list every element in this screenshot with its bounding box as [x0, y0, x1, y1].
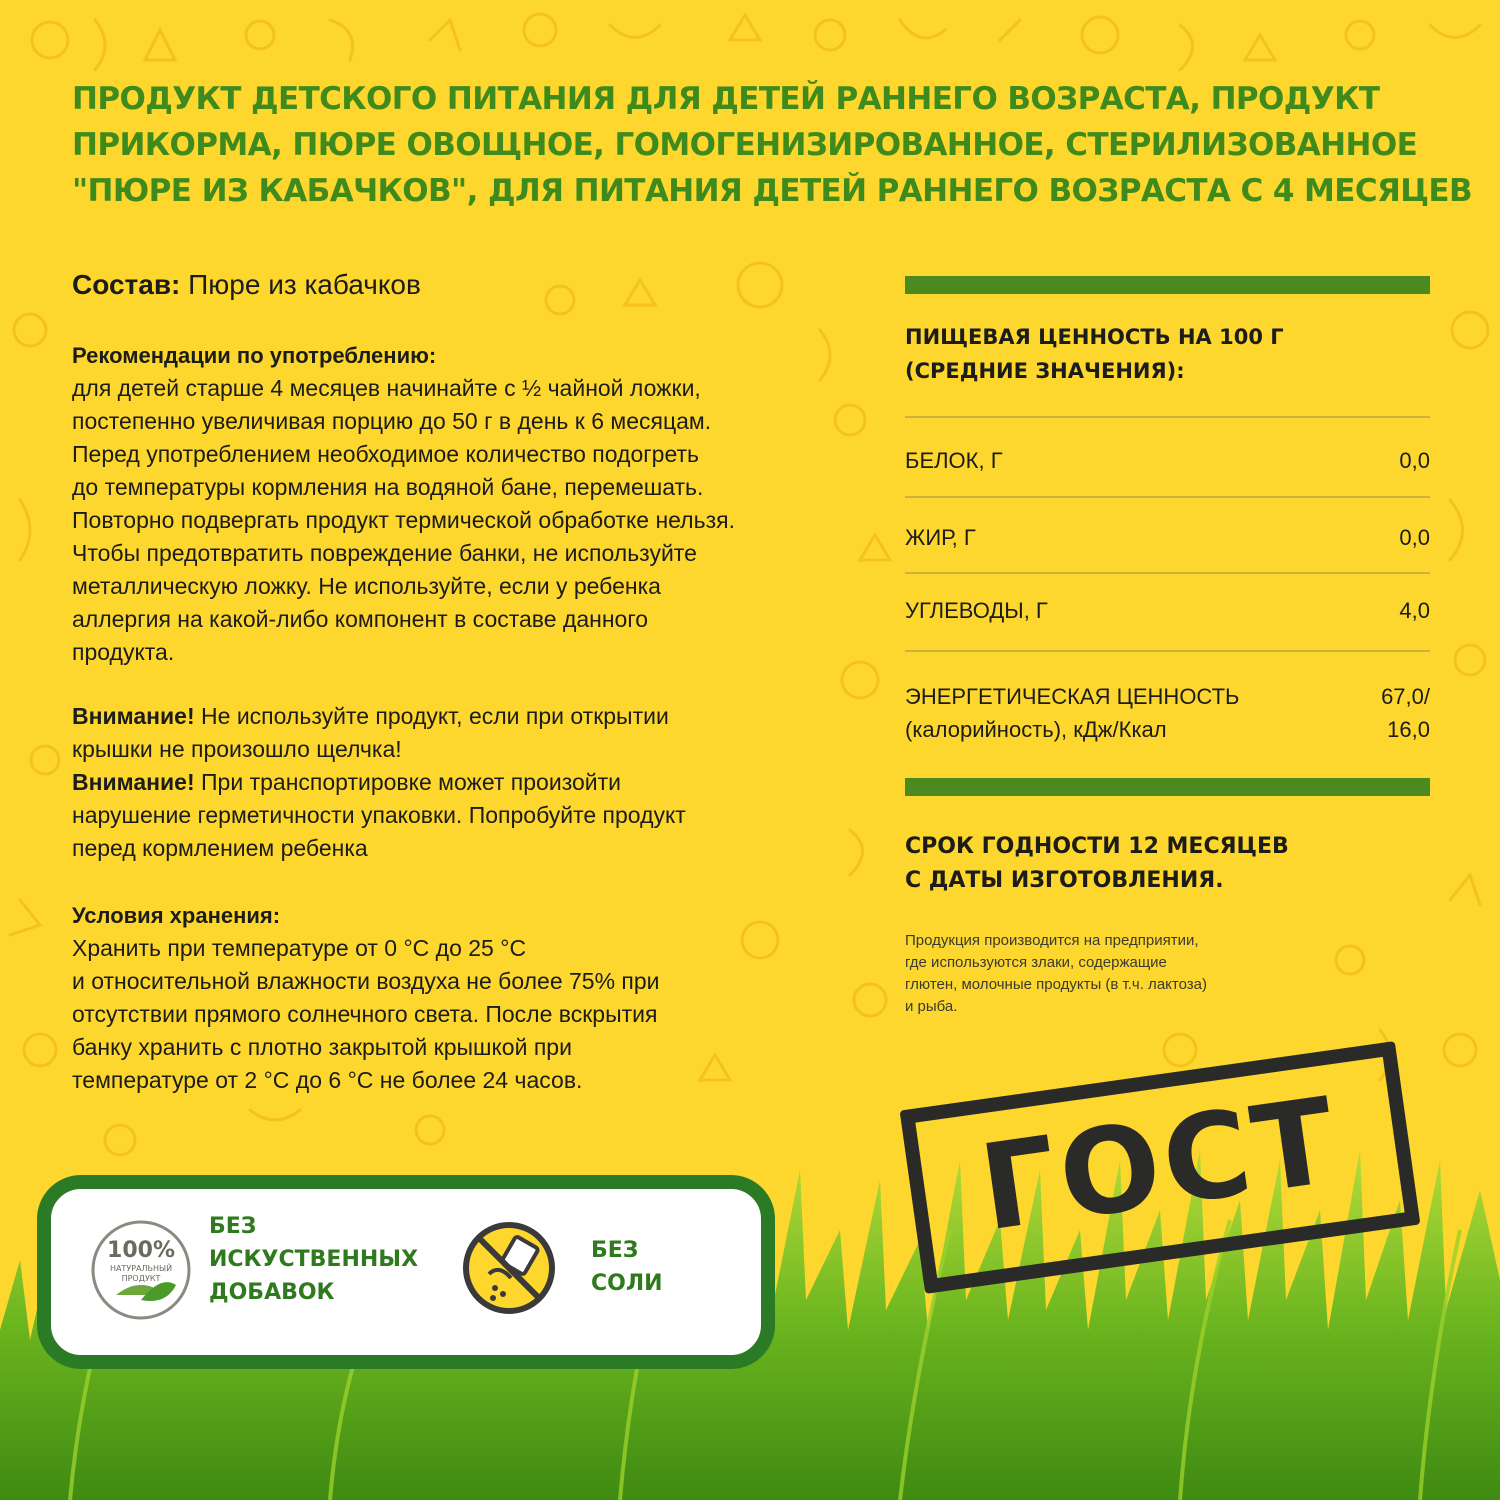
- nutrient-value: 67,0/ 16,0: [1381, 684, 1430, 742]
- storage-title: Условия хранения:: [72, 903, 281, 928]
- nutrient-name: БЕЛОК, Г: [905, 448, 1003, 473]
- product-title-line: ПРИКОРМА, ПЮРЕ ОВОЩНОЕ, ГОМОГЕНИЗИРОВАННОЕ, СТЕРИЛИЗОВАННОЕ: [72, 127, 1418, 163]
- usage-line: аллергия на какой-либо компонент в составе данного: [72, 606, 649, 632]
- warning-2-line: нарушение герметичности упаковки. Попробуйте продукт: [72, 802, 686, 828]
- storage-line: температуре от 2 °С до 6 °С не более 24 часов.: [72, 1067, 583, 1093]
- no-additives-label: БЕЗ ИСКУСТВЕННЫХ ДОБАВОК: [209, 1214, 419, 1305]
- nutrition-row-energy: [905, 680, 1430, 750]
- product-title-line: ПРОДУКТ ДЕТСКОГО ПИТАНИЯ ДЛЯ ДЕТЕЙ РАННЕГО ВОЗРАСТА, ПРОДУКТ: [72, 81, 1380, 117]
- product-title-line: "ПЮРЕ ИЗ КАБАЧКОВ", ДЛЯ ПИТАНИЯ ДЕТЕЙ РАННЕГО ВОЗРАСТА С 4 МЕСЯЦЕВ: [72, 173, 1473, 209]
- warning-label: Внимание!: [72, 769, 195, 795]
- usage-line: для детей старше 4 месяцев начинайте с ½ чайной ложки,: [72, 375, 701, 401]
- usage-line: до температуры кормления на водяной бане, перемешать.: [72, 474, 704, 500]
- warnings-section: [72, 700, 862, 865]
- no-salt-label: БЕЗ СОЛИ: [591, 1238, 663, 1296]
- composition-value: Пюре из кабачков: [180, 269, 421, 300]
- nutrient-value: 0,0: [1399, 448, 1430, 473]
- natural-logo-line2: ПРОДУКТ: [121, 1274, 161, 1283]
- storage-line: и относительной влажности воздуха не более 75% при: [72, 968, 660, 994]
- divider: [905, 650, 1430, 652]
- nutrient-name: ЭНЕРГЕТИЧЕСКАЯ ЦЕННОСТЬ (калорийность), кДж/Ккал: [905, 684, 1240, 742]
- usage-line: Перед употреблением необходимое количество подогреть: [72, 441, 699, 467]
- natural-logo-percent: 100%: [107, 1238, 175, 1263]
- usage-line: постепенно увеличивая порцию до 50 г в день к 6 месяцам.: [72, 408, 712, 434]
- usage-section: [72, 340, 862, 669]
- nutrient-name: УГЛЕВОДЫ, Г: [905, 598, 1048, 623]
- warning-2-line: перед кормлением ребенка: [72, 835, 368, 861]
- storage-section: [72, 900, 862, 1097]
- nutrient-value: 4,0: [1399, 598, 1430, 623]
- natural-logo-line1: НАТУРАЛЬНЫЙ: [109, 1264, 173, 1273]
- product-title: [72, 76, 1473, 214]
- warning-1-line: Внимание! Не используйте продукт, если при открытии: [72, 703, 669, 729]
- left-column: [72, 266, 862, 1093]
- usage-line: Повторно подвергать продукт термической обработке нельзя.: [72, 507, 735, 533]
- divider: [905, 416, 1430, 418]
- usage-line: продукта.: [72, 639, 175, 665]
- nutrient-value: 0,0: [1399, 525, 1430, 550]
- natural-product-icon: [86, 1215, 196, 1325]
- nutrient-name: ЖИР, Г: [905, 525, 976, 550]
- warning-label: Внимание!: [72, 703, 195, 729]
- warning-1-line: крышки не произошло щелчка!: [72, 736, 402, 762]
- usage-title: Рекомендации по употреблению:: [72, 343, 437, 368]
- warning-2-line: Внимание! При транспортировке может произойти: [72, 769, 622, 795]
- stamp-text: ГОСТ: [972, 1070, 1347, 1258]
- nutrition-bottom-bar: [905, 778, 1430, 796]
- shelf-life: СРОК ГОДНОСТИ 12 МЕСЯЦЕВ С ДАТЫ ИЗГОТОВЛЕНИЯ.: [905, 834, 1289, 893]
- features-badge: [37, 1175, 775, 1369]
- usage-line: металлическую ложку. Не используйте, если у ребенка: [72, 573, 661, 599]
- usage-line: Чтобы предотвратить повреждение банки, не используйте: [72, 540, 697, 566]
- divider: [905, 496, 1430, 498]
- storage-line: банку хранить с плотно закрытой крышкой при: [72, 1034, 572, 1060]
- storage-line: Хранить при температуре от 0 °С до 25 °С: [72, 935, 527, 961]
- allergen-note: Продукция производится на предприятии, где используются злаки, содержащие глютен, молочные продукты (в т.ч. лактоза) и рыба.: [905, 932, 1207, 1015]
- storage-line: отсутствии прямого солнечного света. После вскрытия: [72, 1001, 658, 1027]
- composition: [72, 266, 862, 304]
- nutrition-top-bar: [905, 276, 1430, 294]
- composition-label: Состав:: [72, 269, 181, 300]
- divider: [905, 572, 1430, 574]
- nutrition-title: ПИЩЕВАЯ ЦЕННОСТЬ НА 100 Г (СРЕДНИЕ ЗНАЧЕНИЯ):: [905, 325, 1284, 383]
- no-salt-icon: [459, 1218, 559, 1318]
